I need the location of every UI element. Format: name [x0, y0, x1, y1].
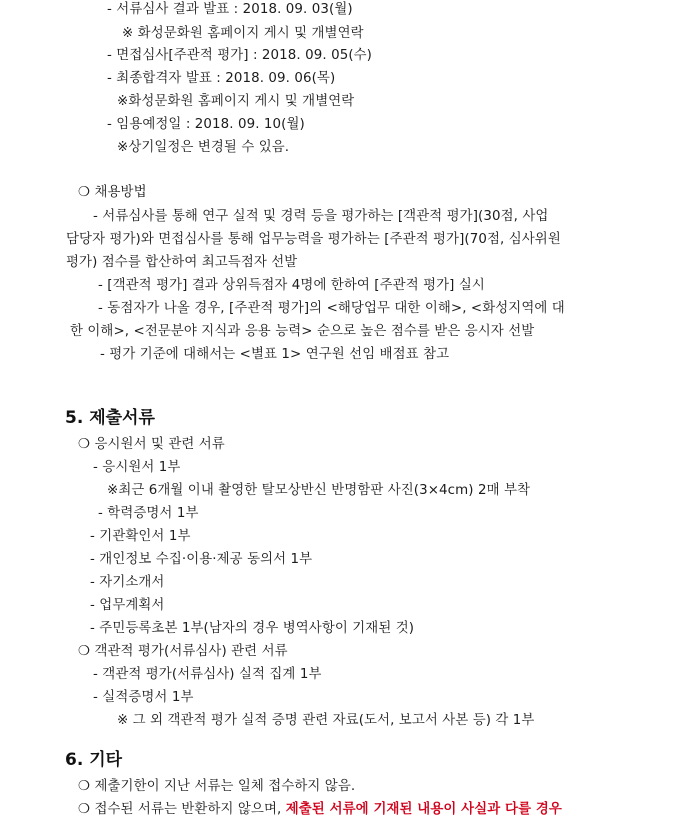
section5-proof-note: ※ 그 외 객관적 평가 실적 증명 관련 자료(도서, 보고서 사본 등) 각 1부 [117, 713, 535, 728]
section5-photo-note: ※최근 6개월 이내 촬영한 탈모상반신 반명함판 사진(3×4cm) 2매 부착 [107, 483, 531, 498]
method-p1-line1: - 서류심사를 통해 연구 실적 및 경력 등을 평가하는 [객관적 평가](30점, 사업 [93, 209, 549, 224]
method-title: ❍ 채용방법 [78, 185, 147, 200]
section5-institution: - 기관확인서 1부 [90, 529, 191, 544]
schedule-final: - 최종합격자 발표 : 2018. 09. 06(목) [107, 71, 336, 86]
section5-proof: - 실적증명서 1부 [93, 690, 194, 705]
section6-return-emphasis: 제출된 서류에 기재된 내용이 사실과 다를 경우 [285, 802, 562, 817]
section5-intro: - 자기소개서 [90, 575, 165, 590]
method-p3-line1: - 동점자가 나올 경우, [주관적 평가]의 <해당업무 대한 이해>, <화성지역에 대 [98, 301, 565, 316]
section5-app-form: - 응시원서 1부 [93, 460, 181, 475]
section6-return-prefix: ❍ 접수된 서류는 반환하지 않으며, [78, 802, 286, 817]
method-p1-line2: 담당자 평가)와 면접심사를 통해 업무능력을 평가하는 [주관적 평가](70점, 심사위원 [66, 232, 561, 247]
section5-degree: - 학력증명서 1부 [98, 506, 199, 521]
section5-heading: 5. 제출서류 [65, 408, 155, 428]
section5-resident: - 주민등록초본 1부(남자의 경우 병역사항이 기재된 것) [90, 621, 415, 636]
section6-heading: 6. 기타 [65, 750, 123, 770]
method-p1-line3: 평가) 점수를 합산하여 최고득점자 선발 [66, 255, 298, 270]
section5-objective-docs: ❍ 객관적 평가(서류심사) 관련 서류 [78, 644, 288, 659]
section5-privacy: - 개인정보 수집·이용·제공 동의서 1부 [90, 552, 313, 567]
section5-summary: - 객관적 평가(서류심사) 실적 집계 1부 [93, 667, 322, 682]
schedule-doc-note: ※ 화성문화원 홈페이지 게시 및 개별연락 [122, 26, 364, 41]
method-p4: - 평가 기준에 대해서는 <별표 1> 연구원 선임 배점표 참고 [100, 347, 450, 362]
schedule-doc-result: - 서류심사 결과 발표 : 2018. 09. 03(월) [107, 2, 353, 17]
schedule-change-note: ※상기일정은 변경될 수 있음. [117, 140, 290, 155]
schedule-final-note: ※화성문화원 홈페이지 게시 및 개별연락 [117, 94, 355, 109]
section6-deadline: ❍ 제출기한이 지난 서류는 일체 접수하지 않음. [78, 779, 356, 794]
schedule-interview: - 면접심사[주관적 평가] : 2018. 09. 05(수) [107, 48, 373, 63]
section5-plan: - 업무계획서 [90, 598, 165, 613]
method-p3-line2: 한 이해>, <전문분야 지식과 응용 능력> 순으로 높은 점수를 받은 응시자 선발 [70, 324, 535, 339]
section5-app-docs: ❍ 응시원서 및 관련 서류 [78, 437, 225, 452]
section6-return-line [78, 801, 562, 819]
method-p2: - [객관적 평가] 결과 상위득점자 4명에 한하여 [주관적 평가] 실시 [98, 278, 485, 293]
schedule-hire: - 임용예정일 : 2018. 09. 10(월) [107, 117, 305, 132]
